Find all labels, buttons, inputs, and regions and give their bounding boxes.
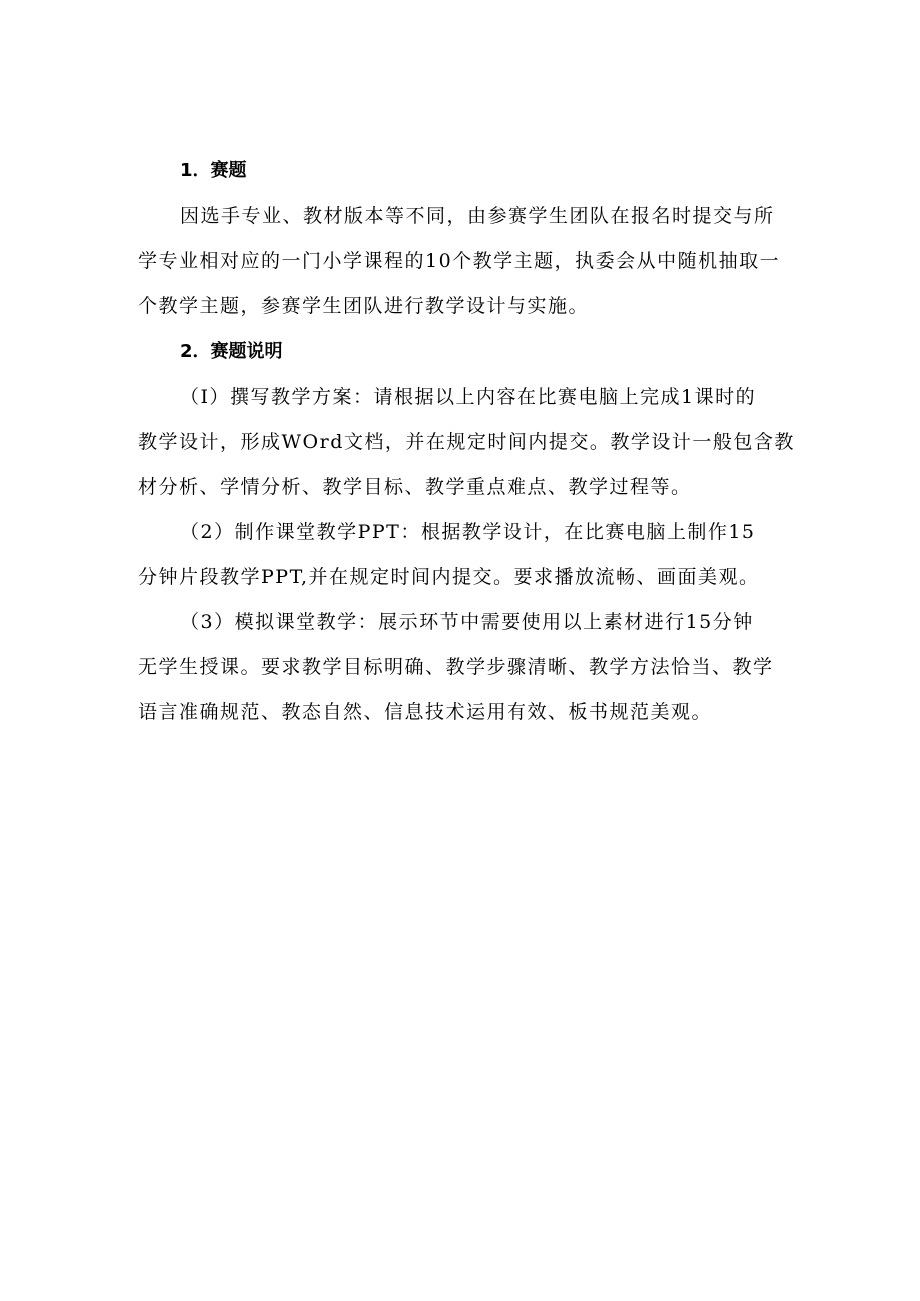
paragraph-line: 个教学主题，参赛学生团队进行教学设计与实施。: [138, 295, 590, 317]
paragraph-line: （I）撰写教学方案：请根据以上内容在比赛电脑上完成1课时的: [180, 386, 757, 408]
paragraph-line: 因选手专业、教材版本等不同，由参赛学生团队在报名时提交与所: [180, 205, 775, 227]
paragraph-line: 学专业相对应的一门小学课程的10个教学主题，执委会从中随机抽取一: [138, 250, 781, 272]
section-heading-competition-topic: 1．赛题: [180, 160, 247, 181]
paragraph-line: 语言准确规范、教态自然、信息技术运用有效、板书规范美观。: [138, 701, 713, 723]
paragraph-teaching-plan: [138, 375, 795, 510]
paragraph-ppt: [138, 510, 788, 600]
paragraph-line: 材分析、学情分析、教学目标、教学重点难点、教学过程等。: [138, 476, 692, 498]
paragraph-line: 教学设计，形成WOrd文档，并在规定时间内提交。教学设计一般包含教: [138, 431, 795, 453]
document-content: [138, 148, 795, 735]
paragraph-line: 分钟片段教学PPT,并在规定时间内提交。要求播放流畅、画面美观。: [138, 566, 760, 588]
paragraph-line: （2）制作课堂教学PPT：根据教学设计，在比赛电脑上制作15: [180, 521, 756, 543]
paragraph-mock-teaching: [138, 600, 788, 735]
paragraph-line: （3）模拟课堂教学：展示环节中需要使用以上素材进行15分钟: [180, 611, 754, 633]
paragraph-competition-topic: [138, 194, 788, 329]
paragraph-line: 无学生授课。要求教学目标明确、教学步骤清晰、教学方法恰当、教学: [138, 656, 774, 678]
section-heading-topic-description: 2．赛题说明: [180, 341, 283, 362]
